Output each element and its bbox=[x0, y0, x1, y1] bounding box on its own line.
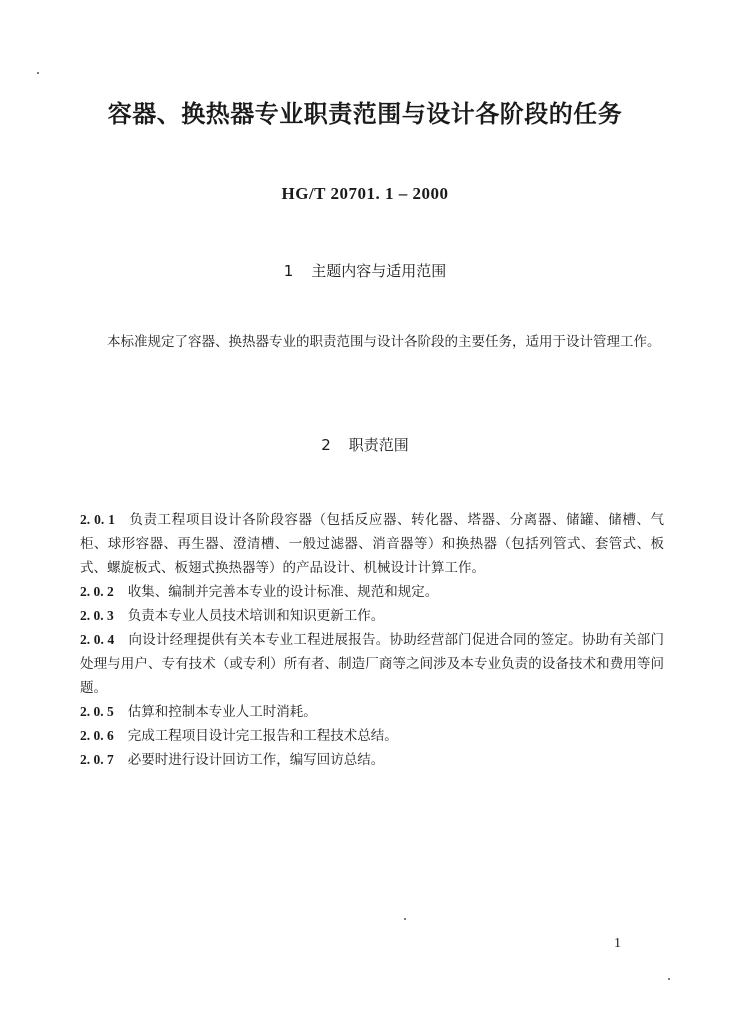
clause-2-0-7 bbox=[80, 748, 664, 772]
clause-number: 2. 0. 2 bbox=[80, 584, 114, 599]
section-1-heading bbox=[0, 260, 730, 281]
clause-2-0-5 bbox=[80, 700, 664, 724]
standard-code: HG/T 20701. 1 – 2000 bbox=[281, 184, 449, 203]
scan-speck bbox=[668, 978, 670, 980]
section-2-number: 2 bbox=[321, 436, 331, 454]
clause-text: 估算和控制本专业人工时消耗。 bbox=[127, 704, 317, 720]
section-1-title: 主题内容与适用范围 bbox=[311, 262, 447, 280]
clause-text: 负责本专业人员技术培训和知识更新工作。 bbox=[127, 608, 385, 624]
page-number: 1 bbox=[614, 936, 621, 951]
clause-number: 2. 0. 6 bbox=[80, 728, 114, 743]
clause-number: 2. 0. 4 bbox=[80, 632, 115, 647]
clause-2-0-2 bbox=[80, 580, 664, 604]
clause-list bbox=[80, 508, 664, 772]
clause-2-0-6 bbox=[80, 724, 664, 748]
clause-text: 向设计经理提供有关本专业工程进展报告。协助经营部门促进合同的签定。协助有关部门处理与用户、专有技术（或专利）所有者、制造厂商等之间涉及本专业负责的设备技术和费用等问题。 bbox=[80, 632, 665, 696]
clause-text: 负责工程项目设计各阶段容器（包括反应器、转化器、塔器、分离器、储罐、储槽、气柜、球形容器、再生器、澄清槽、一般过滤器、消音器等）和换热器（包括列管式、套管式、板式、螺旋板式、板翅式换热器等）的产品设计、机械设计计算工作。 bbox=[80, 512, 665, 576]
clause-2-0-3 bbox=[80, 604, 664, 628]
document-title: 容器、换热器专业职责范围与设计各阶段的任务 bbox=[107, 100, 623, 128]
clause-text: 收集、编制并完善本专业的设计标准、规范和规定。 bbox=[127, 584, 439, 600]
scan-speck bbox=[404, 918, 406, 920]
clause-text: 必要时进行设计回访工作，编写回访总结。 bbox=[127, 752, 385, 768]
clause-number: 2. 0. 7 bbox=[80, 752, 114, 767]
clause-number: 2. 0. 3 bbox=[80, 608, 114, 623]
clause-text: 完成工程项目设计完工报告和工程技术总结。 bbox=[127, 728, 398, 744]
section-2-heading bbox=[0, 434, 730, 455]
clause-2-0-4 bbox=[80, 628, 664, 700]
clause-number: 2. 0. 5 bbox=[80, 704, 114, 719]
clause-2-0-1 bbox=[80, 508, 664, 580]
clause-number: 2. 0. 1 bbox=[80, 512, 115, 527]
section-1-number: 1 bbox=[283, 262, 294, 280]
section-1-paragraph: 本标准规定了容器、换热器专业的职责范围与设计各阶段的主要任务，适用于设计管理工作。 bbox=[107, 334, 661, 350]
scan-speck bbox=[37, 72, 39, 74]
section-2-title: 职责范围 bbox=[348, 436, 409, 454]
